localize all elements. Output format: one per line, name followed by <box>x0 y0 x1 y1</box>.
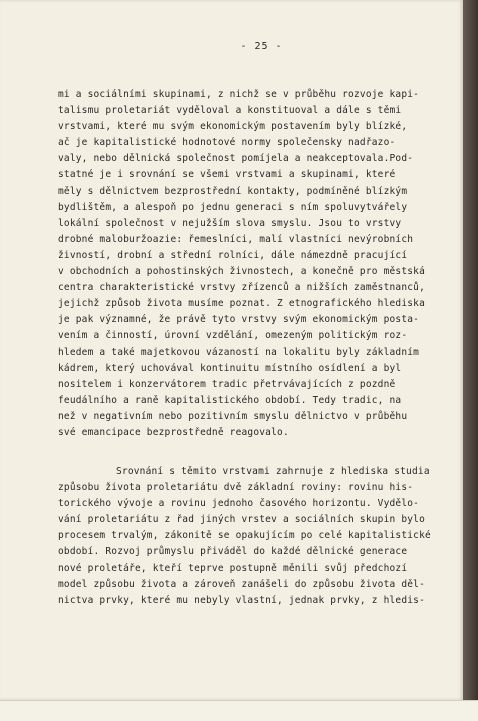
page-edge-shadow <box>462 0 478 720</box>
text-line: lokální společnost v nejužším slova smyslu. Jsou to vrstvy <box>58 217 402 229</box>
text-line: ač je kapitalistické hodnotové normy společensky nadřazo- <box>58 137 396 149</box>
text-line: nové proletáře, kteří teprve postupně měnili svůj předchozí <box>58 562 408 574</box>
text-line: model způsobu života a zároveň zanášeli do způsobu života děl- <box>58 578 426 590</box>
text-line: v obchodních a pohostinských živnostech, a konečně pro městská <box>58 266 426 278</box>
text-line: kádrem, který uchovával kontinuitu místního osídlení a byl <box>58 362 402 374</box>
text-line: procesem trvalým, zákonitě se opakujícím po celé kapitalistické <box>58 530 431 542</box>
text-line: feudálního a raně kapitalistického období. Tedy tradic, na <box>58 394 402 406</box>
text-line: způsobu života proletariátu dvě základní roviny: rovinu his- <box>58 482 414 494</box>
text-line: období. Rozvoj průmyslu přiváděl do každé dělnické generace <box>58 546 408 558</box>
text-line: živností, drobní a střední rolníci, dále námezdně pracující <box>58 249 408 261</box>
text-line: měly s dělnictvem bezprostřední kontakty, podmíněné blízkým <box>58 185 408 197</box>
text-line: torického vývoje a rovinu jednoho časového horizontu. Vydělo- <box>58 498 420 510</box>
page-bottom-edge <box>0 700 478 721</box>
text-line: hledem a také majetkovou vázaností na lokalitu byly základním <box>58 346 420 358</box>
text-line: vrstvami, které mu svým ekonomickým postavením byly blízké, <box>58 121 408 133</box>
text-line: nictva prvky, které mu nebyly vlastní, jednak prvky, z hledis- <box>58 594 426 606</box>
text-line: valy, nebo dělnická společnost pomíjela a neakceptovala.Pod- <box>58 153 414 165</box>
text-line: Srovnání s těmito vrstvami zahrnuje z hlediska studia <box>116 466 430 477</box>
page-number: - 25 - <box>240 41 283 52</box>
text-line: nositelem i konzervátorem tradic přetrvávajících z pozdně <box>58 378 396 390</box>
text-line: bydlištěm, a alespoň po jednu generaci s ním spoluvytvářely <box>58 201 408 213</box>
paragraph-2 <box>58 464 440 609</box>
paragraph-1 <box>58 87 440 441</box>
text-line: vání proletariátu z řad jiných vrstev a sociálních skupin bylo <box>58 514 426 526</box>
text-line: vením a činností, úrovní vzdělání, omezeným politickým roz- <box>58 330 408 342</box>
text-line: statné je i srovnání se všemi vrstvami a skupinami, které <box>58 169 396 181</box>
text-line: drobné maloburžoazie: řemeslníci, malí vlastníci nevýrobních <box>58 233 414 245</box>
text-line: jejichž způsob života musíme poznat. Z etnografického hlediska <box>58 298 426 310</box>
text-line: talismu proletariát vyděloval a konstituoval a dále s těmi <box>58 105 402 117</box>
text-line: centra charakteristické vrstvy zřízenců a nižších zaměstnanců, <box>58 282 426 294</box>
text-line: je pak významné, že právě tyto vrstvy svým ekonomickým posta- <box>58 314 420 326</box>
text-line: své emancipace bezprostředně reagovalo. <box>58 426 289 438</box>
text-line: mi a sociálními skupinami, z nichž se v průběhu rozvoje kapi- <box>58 89 420 100</box>
text-line: než v negativním nebo pozitivním smyslu dělnictvo v průběhu <box>58 410 408 422</box>
